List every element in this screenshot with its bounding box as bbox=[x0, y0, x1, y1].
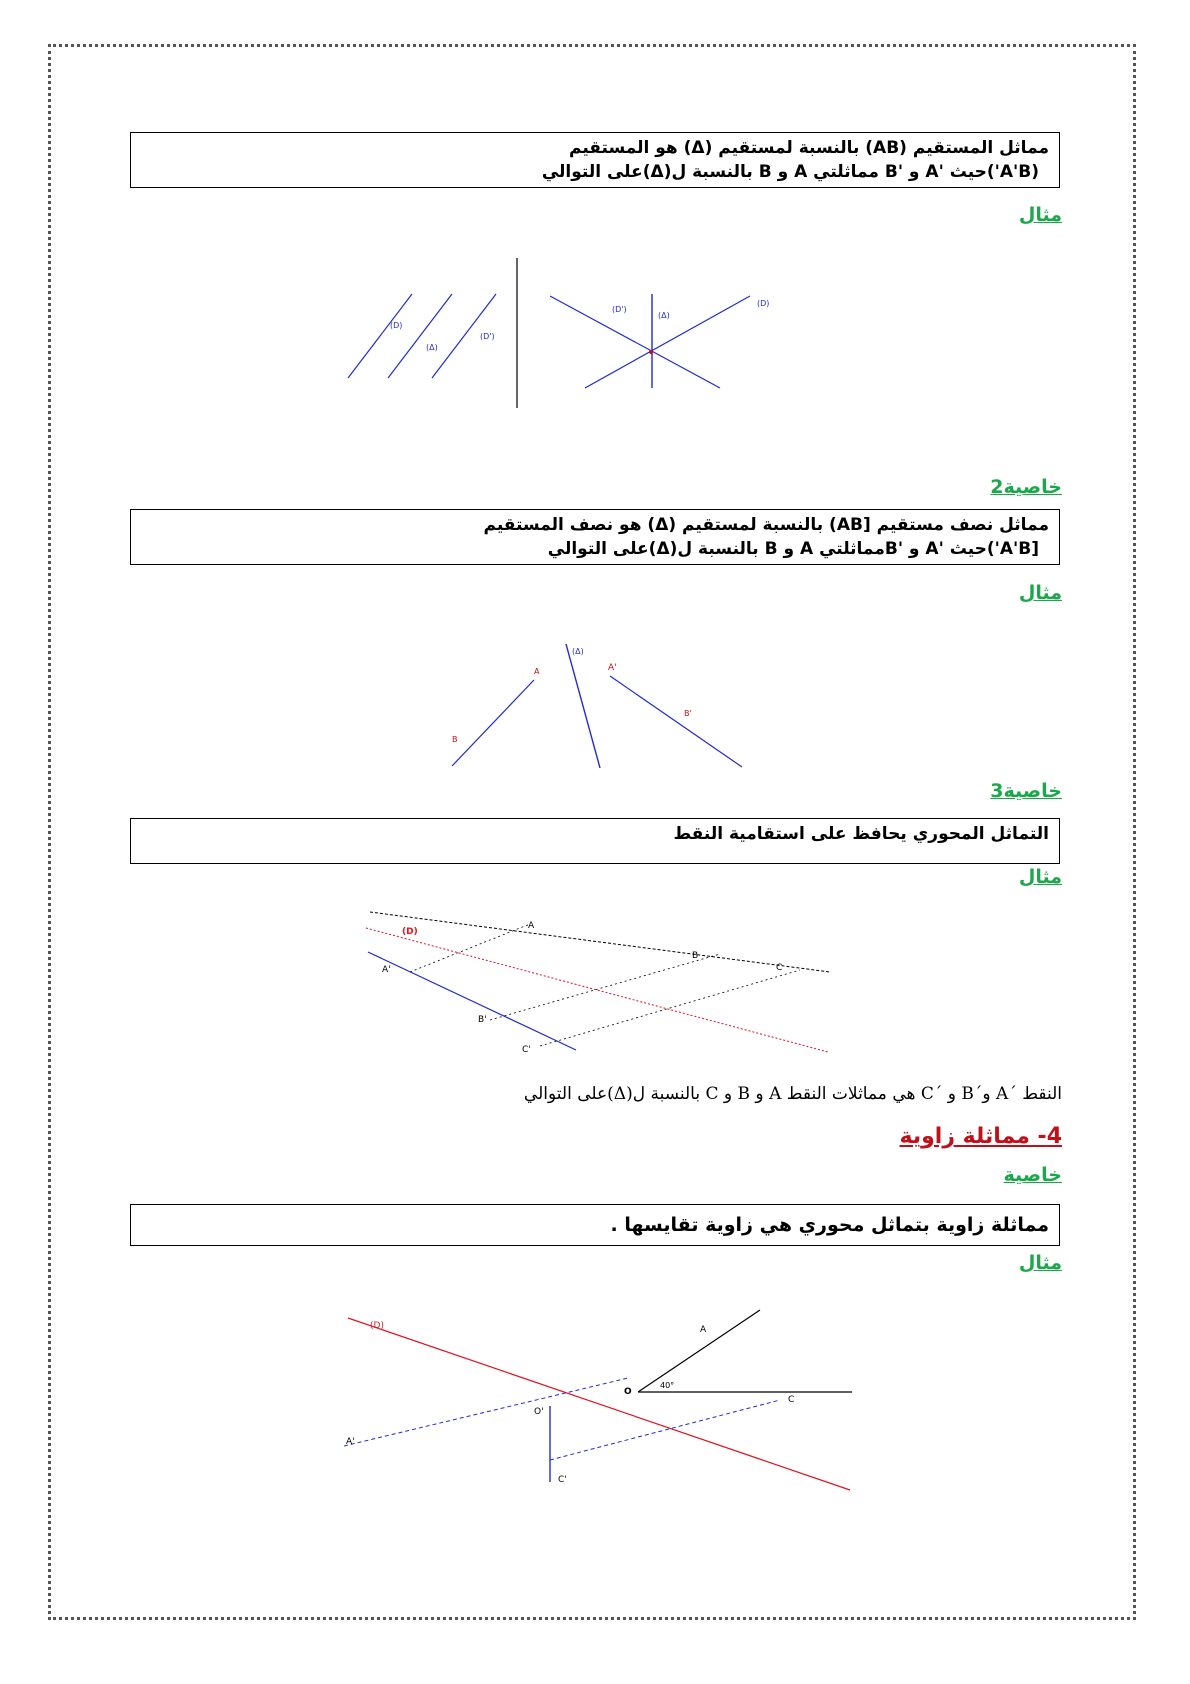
angle-measure: 40° bbox=[660, 1381, 675, 1390]
label-a: A bbox=[528, 921, 535, 931]
label-d: (D) bbox=[390, 321, 403, 330]
label-b-prime: B' bbox=[478, 1015, 487, 1025]
example-heading-1: مثال bbox=[1018, 204, 1062, 226]
example-heading-2: مثال bbox=[1018, 582, 1062, 604]
rule-3-line: التماثل المحوري يحافظ على استقامية النقط bbox=[673, 824, 1049, 844]
label-b: B bbox=[452, 735, 458, 744]
label-a: A bbox=[534, 667, 540, 676]
rule-box-1 bbox=[130, 132, 1060, 188]
collinearity-statement: النقط ´A و´B و ´C هي مماثلات النقط A و B و C بالنسبة ل(Δ)على التوالي bbox=[523, 1084, 1062, 1104]
rule-2-line-2: [A'B')حيث 'A و 'Bمماثلتي A و B بالنسبة ل(Δ)على التوالي bbox=[547, 539, 1039, 559]
rule-1-line-2: (A'B')حيث 'A و 'B مماثلتي A و B بالنسبة ل(Δ)على التوالي bbox=[541, 162, 1039, 182]
rule-2-line-1: مماثل نصف مستقيم [AB) بالنسبة لمستقيم (Δ) هو نصف المستقيم bbox=[483, 515, 1049, 535]
property-3-heading: خاصية3 bbox=[990, 780, 1062, 802]
label-a-prime: A' bbox=[608, 663, 617, 673]
label-c-prime: C' bbox=[558, 1475, 567, 1485]
label-d-prime-2: (D') bbox=[612, 305, 627, 314]
segment-cc-prime bbox=[550, 1400, 780, 1460]
label-a-prime: A' bbox=[382, 965, 391, 975]
axis-d bbox=[366, 928, 828, 1052]
property-2-heading: خاصية2 bbox=[990, 476, 1062, 498]
line-d bbox=[348, 294, 412, 378]
half-line-ab bbox=[452, 680, 534, 766]
rule-box-3 bbox=[130, 818, 1060, 864]
figure-parallel-lines bbox=[340, 256, 820, 416]
label-c: C bbox=[788, 1395, 795, 1405]
label-d: (D) bbox=[370, 1321, 384, 1331]
axis-delta bbox=[566, 644, 600, 768]
rule-4-line: مماثلة زاوية بتماثل محوري هي زاوية تقايسها . bbox=[610, 1214, 1049, 1236]
line-delta bbox=[388, 294, 452, 378]
line-d-prime-2 bbox=[550, 296, 720, 388]
line-d-2 bbox=[585, 296, 750, 388]
label-b: B bbox=[692, 951, 699, 961]
axis-d bbox=[348, 1318, 850, 1490]
label-delta: (Δ) bbox=[426, 343, 438, 352]
label-o: O bbox=[624, 1387, 632, 1397]
label-c: C bbox=[776, 963, 783, 973]
label-a: A bbox=[700, 1325, 707, 1335]
label-d-2: (D) bbox=[757, 299, 770, 308]
figure-angle bbox=[340, 1308, 860, 1508]
rule-1-line-1: مماثل المستقيم (AB) بالنسبة لمستقيم (Δ) هو المستقيم bbox=[569, 138, 1049, 158]
half-line-a-prime-b-prime bbox=[610, 676, 742, 767]
label-d-prime: (D') bbox=[480, 332, 495, 341]
label-delta-2: (Δ) bbox=[658, 311, 670, 320]
property-4-heading: خاصية bbox=[1003, 1164, 1062, 1186]
label-o-prime: O' bbox=[534, 1407, 544, 1417]
rule-box-4 bbox=[130, 1204, 1060, 1246]
figure-half-lines bbox=[430, 636, 750, 776]
segment-cc-prime bbox=[540, 970, 800, 1046]
line-abc bbox=[370, 912, 830, 972]
label-c-prime: C' bbox=[522, 1045, 531, 1055]
label-delta: (Δ) bbox=[572, 647, 584, 656]
figure-collinearity bbox=[360, 910, 830, 1060]
ray-o-prime-a-prime bbox=[344, 1378, 628, 1446]
segment-bb-prime bbox=[490, 954, 720, 1020]
section-4-heading: 4- مماثلة زاوية bbox=[899, 1124, 1062, 1149]
segment-aa-prime bbox=[410, 924, 530, 972]
label-a-prime: A' bbox=[346, 1437, 355, 1447]
example-heading-4: مثال bbox=[1018, 1252, 1062, 1274]
intersection-point bbox=[649, 350, 653, 354]
ray-oa bbox=[638, 1310, 760, 1392]
label-b-prime: B' bbox=[684, 709, 692, 718]
line-a-prime-c-prime bbox=[368, 952, 576, 1050]
label-d: (D) bbox=[402, 927, 418, 937]
rule-box-2 bbox=[130, 509, 1060, 565]
example-heading-3: مثال bbox=[1018, 866, 1062, 888]
